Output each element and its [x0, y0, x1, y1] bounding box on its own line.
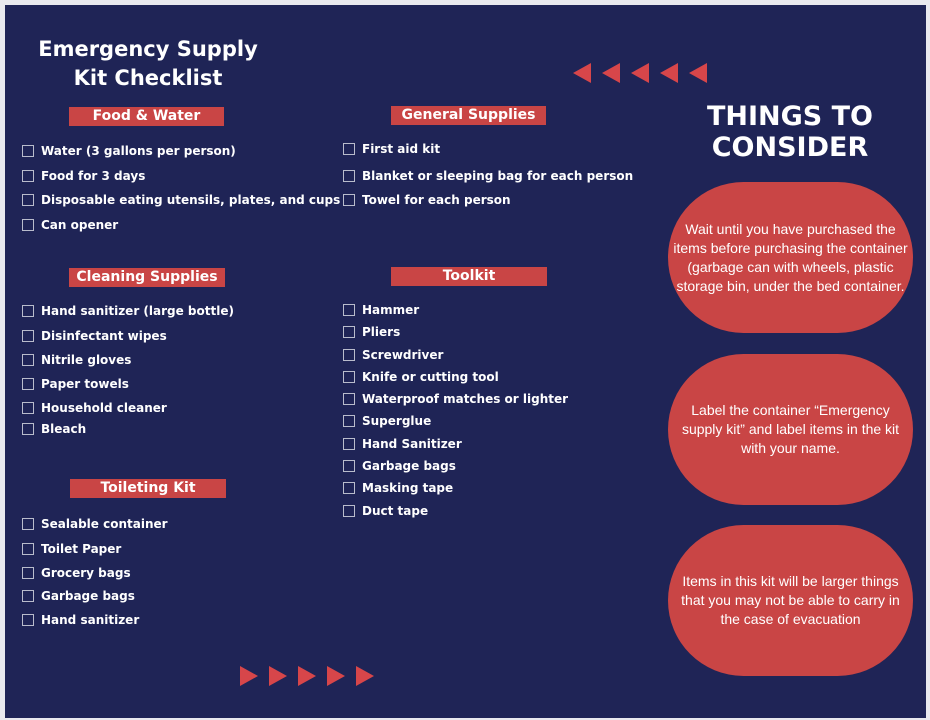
- checklist-item[interactable]: [343, 347, 443, 363]
- checkbox[interactable]: [22, 170, 34, 182]
- item-label: Duct tape: [362, 504, 429, 518]
- item-label: Food for 3 days: [41, 169, 146, 183]
- item-label: Towel for each person: [362, 193, 511, 207]
- left-arrows-decoration: [573, 63, 713, 85]
- checklist-item[interactable]: [22, 303, 234, 319]
- checklist-item[interactable]: [22, 612, 139, 628]
- checklist-item[interactable]: [22, 421, 86, 437]
- checkbox[interactable]: [343, 349, 355, 361]
- toileting-kit-header: Toileting Kit: [70, 479, 226, 498]
- checkbox[interactable]: [22, 543, 34, 555]
- checkbox[interactable]: [22, 354, 34, 366]
- item-label: Bleach: [41, 422, 87, 436]
- tip-bubble: [668, 525, 913, 676]
- checkbox[interactable]: [343, 505, 355, 517]
- toolkit-header: Toolkit: [391, 267, 547, 286]
- things-to-consider-heading: THINGS TO CONSIDER: [706, 101, 874, 163]
- checklist-item[interactable]: [22, 168, 145, 184]
- arrow-right-icon: [269, 666, 287, 686]
- right-arrows-decoration: [240, 666, 380, 688]
- checkbox[interactable]: [22, 219, 34, 231]
- arrow-left-icon: [660, 63, 678, 83]
- item-label: Can opener: [41, 218, 119, 232]
- item-label: Knife or cutting tool: [362, 370, 499, 384]
- arrow-left-icon: [689, 63, 707, 83]
- checklist-item[interactable]: [22, 352, 131, 368]
- checkbox[interactable]: [343, 393, 355, 405]
- item-label: Waterproof matches or lighter: [362, 392, 569, 406]
- arrow-right-icon: [298, 666, 316, 686]
- checkbox[interactable]: [22, 330, 34, 342]
- cleaning-supplies-header: Cleaning Supplies: [69, 268, 225, 287]
- checklist-item[interactable]: [22, 192, 340, 208]
- checkbox[interactable]: [22, 194, 34, 206]
- item-label: Pliers: [362, 325, 401, 339]
- checklist-item[interactable]: [343, 480, 453, 496]
- checkbox[interactable]: [343, 371, 355, 383]
- item-label: Screwdriver: [362, 348, 444, 362]
- checklist-item[interactable]: [22, 328, 167, 344]
- arrow-left-icon: [602, 63, 620, 83]
- item-label: Masking tape: [362, 481, 454, 495]
- checklist-item[interactable]: [343, 302, 419, 318]
- checklist-item[interactable]: [22, 588, 135, 604]
- item-label: Grocery bags: [41, 566, 131, 580]
- checklist-item[interactable]: [22, 143, 236, 159]
- checklist-item[interactable]: [343, 369, 499, 385]
- checklist-item[interactable]: [22, 217, 118, 233]
- item-label: Nitrile gloves: [41, 353, 132, 367]
- checklist-item[interactable]: [22, 541, 121, 557]
- checkbox[interactable]: [22, 423, 34, 435]
- checkbox[interactable]: [343, 460, 355, 472]
- checkbox[interactable]: [343, 438, 355, 450]
- checklist-item[interactable]: [343, 391, 568, 407]
- checklist-item[interactable]: [343, 503, 428, 519]
- item-label: Disinfectant wipes: [41, 329, 167, 343]
- checklist-item[interactable]: [343, 168, 633, 184]
- arrow-left-icon: [573, 63, 591, 83]
- tip-bubble: [668, 182, 913, 333]
- checklist-item[interactable]: [22, 376, 129, 392]
- checklist-item[interactable]: [22, 400, 167, 416]
- checkbox[interactable]: [22, 402, 34, 414]
- item-label: Hand Sanitizer: [362, 437, 462, 451]
- checkbox[interactable]: [343, 143, 355, 155]
- general-supplies-header: General Supplies: [391, 106, 546, 125]
- item-label: Superglue: [362, 414, 432, 428]
- arrow-right-icon: [327, 666, 345, 686]
- checkbox[interactable]: [22, 567, 34, 579]
- item-label: Hammer: [362, 303, 420, 317]
- item-label: Paper towels: [41, 377, 129, 391]
- checkbox[interactable]: [343, 170, 355, 182]
- item-label: Household cleaner: [41, 401, 167, 415]
- checkbox[interactable]: [343, 415, 355, 427]
- item-label: Toilet Paper: [41, 542, 122, 556]
- checklist-item[interactable]: [22, 516, 168, 532]
- checkbox[interactable]: [343, 304, 355, 316]
- checkbox[interactable]: [22, 145, 34, 157]
- item-label: Garbage bags: [41, 589, 135, 603]
- checkbox[interactable]: [343, 482, 355, 494]
- arrow-right-icon: [240, 666, 258, 686]
- checkbox[interactable]: [343, 194, 355, 206]
- checklist-item[interactable]: [22, 565, 131, 581]
- arrow-left-icon: [631, 63, 649, 83]
- checklist-item[interactable]: [343, 192, 511, 208]
- checklist-item[interactable]: [343, 141, 440, 157]
- checkbox[interactable]: [343, 326, 355, 338]
- tip-text: Items in this kit will be larger things that you may not be able to carry in the case of evacuation: [681, 573, 900, 627]
- item-label: Disposable eating utensils, plates, and cups: [41, 193, 341, 207]
- checklist-item[interactable]: [343, 413, 431, 429]
- checklist-page: [5, 5, 926, 718]
- tip-text: Wait until you have purchased the items before purchasing the container (garbage can with wheels, plastic storage bin, under the bed container.: [673, 220, 908, 294]
- arrow-right-icon: [356, 666, 374, 686]
- checklist-item[interactable]: [343, 436, 462, 452]
- item-label: Hand sanitizer: [41, 613, 140, 627]
- checklist-item[interactable]: [343, 324, 400, 340]
- page-title: Emergency Supply Kit Checklist: [38, 37, 258, 90]
- checklist-item[interactable]: [343, 458, 456, 474]
- checkbox[interactable]: [22, 378, 34, 390]
- checkbox[interactable]: [22, 590, 34, 602]
- tip-text: Label the container “Emergency supply kit” and label items in the kit with your name.: [681, 402, 900, 456]
- item-label: Water (3 gallons per person): [41, 144, 236, 158]
- item-label: Sealable container: [41, 517, 168, 531]
- checkbox[interactable]: [22, 518, 34, 530]
- item-label: Hand sanitizer (large bottle): [41, 304, 234, 318]
- food-water-header: Food & Water: [69, 107, 224, 126]
- item-label: First aid kit: [362, 142, 441, 156]
- checkbox[interactable]: [22, 305, 34, 317]
- item-label: Garbage bags: [362, 459, 456, 473]
- item-label: Blanket or sleeping bag for each person: [362, 169, 634, 183]
- tip-bubble: [668, 354, 913, 505]
- checkbox[interactable]: [22, 614, 34, 626]
